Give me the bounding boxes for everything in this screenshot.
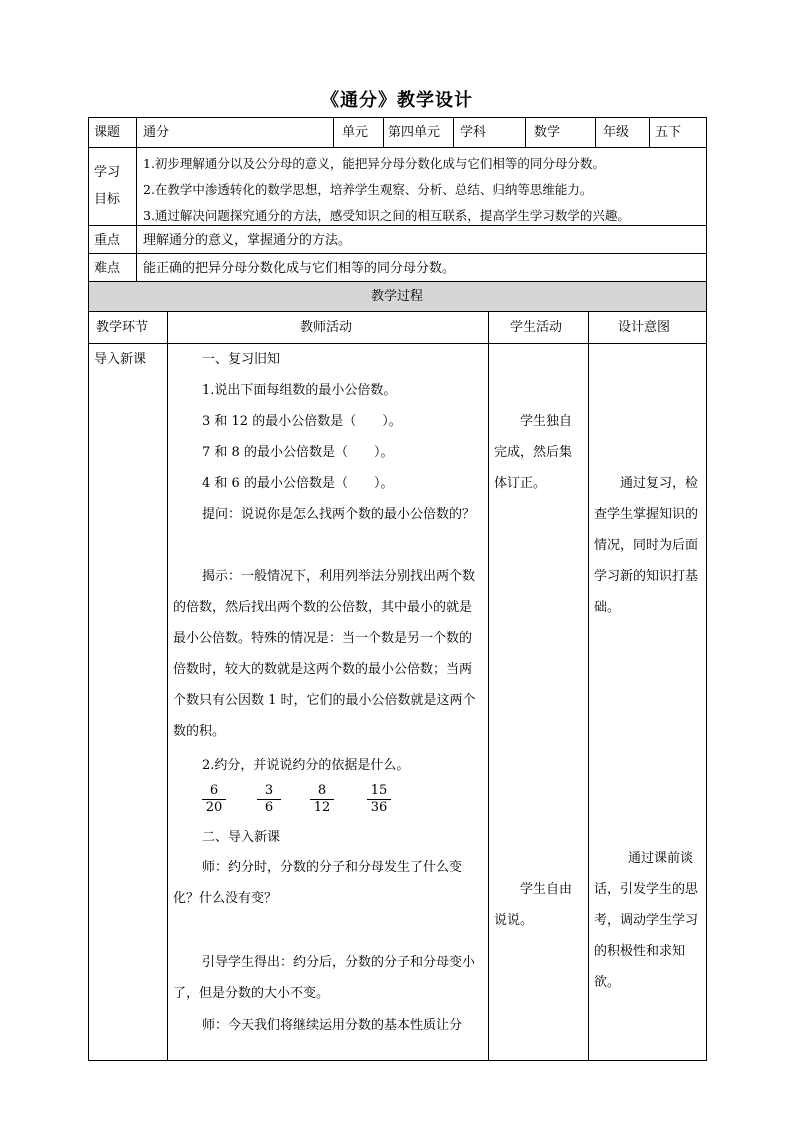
col-divider bbox=[383, 117, 384, 147]
fraction-denominator: 6 bbox=[264, 800, 274, 815]
subject-label: 课题 bbox=[94, 125, 121, 140]
row-divider bbox=[88, 281, 707, 282]
column-header-student: 学生活动 bbox=[510, 320, 563, 335]
review-heading: 一、复习旧知 bbox=[202, 352, 281, 367]
fraction bbox=[310, 783, 334, 816]
student-activity-1: 学生独自完成，然后集体订正。 bbox=[494, 414, 573, 491]
intro-heading: 二、导入新课 bbox=[202, 830, 281, 845]
fraction-numerator: 6 bbox=[202, 783, 226, 800]
stage-label: 导入新课 bbox=[94, 352, 147, 367]
objective-item: 3.通过解决问题探究通分的方法，感受知识之间的相互联系，提高学生学习数学的兴趣。 bbox=[143, 208, 630, 223]
col-divider bbox=[649, 117, 650, 147]
subject-value: 通分 bbox=[143, 125, 170, 140]
teacher-ask: 提问：说说你是怎么找两个数的最小公倍数的？ bbox=[202, 507, 476, 522]
fraction-denominator: 20 bbox=[205, 800, 223, 815]
fraction bbox=[367, 783, 391, 816]
row-divider bbox=[88, 225, 707, 226]
col-divider bbox=[167, 311, 168, 1061]
difficult-point-label: 难点 bbox=[94, 261, 121, 276]
question-1: 1.说出下面每组数的最小公倍数。 bbox=[202, 383, 397, 398]
column-header-teacher: 教师活动 bbox=[300, 320, 353, 335]
discipline-label: 学科 bbox=[460, 125, 487, 140]
col-divider bbox=[333, 117, 334, 147]
fraction-denominator: 36 bbox=[370, 800, 388, 815]
col-divider bbox=[488, 311, 489, 1061]
key-point-label: 重点 bbox=[94, 233, 121, 248]
question-1b: 7 和 8 的最小公倍数是（ ）。 bbox=[202, 445, 394, 460]
objective-item: 1.初步理解通分以及公分母的意义，能把异分母分数化成与它们相等的同分母分数。 bbox=[143, 156, 605, 171]
objectives-label-line1: 学习 bbox=[94, 165, 121, 180]
col-divider bbox=[525, 117, 526, 147]
student-activity-2: 学生自由说说。 bbox=[494, 882, 573, 928]
col-divider bbox=[136, 117, 137, 281]
col-divider bbox=[595, 117, 596, 147]
col-divider bbox=[453, 117, 454, 147]
objectives-label-line2: 目标 bbox=[94, 192, 121, 207]
question-1c: 4 和 6 的最小公倍数是（ ）。 bbox=[202, 476, 394, 491]
grade-value: 五下 bbox=[655, 125, 682, 140]
unit-value: 第四单元 bbox=[388, 125, 441, 140]
discipline-value: 数学 bbox=[534, 125, 561, 140]
fraction-numerator: 8 bbox=[310, 783, 334, 800]
question-2: 2.约分，并说说约分的依据是什么。 bbox=[202, 758, 410, 773]
process-heading: 教学过程 bbox=[370, 289, 423, 304]
row-divider bbox=[88, 343, 707, 344]
row-divider bbox=[88, 253, 707, 254]
objective-item: 2.在教学中渗透转化的数学思想，培养学生观察、分析、总结、归纳等思维能力。 bbox=[143, 182, 593, 197]
column-header-stage: 教学环节 bbox=[96, 320, 149, 335]
unit-label: 单元 bbox=[342, 125, 369, 140]
grade-label: 年级 bbox=[603, 125, 630, 140]
fraction-numerator: 3 bbox=[257, 783, 281, 800]
fraction bbox=[202, 783, 226, 816]
teacher-next: 师：今天我们将继续运用分数的基本性质让分 bbox=[202, 1018, 463, 1033]
fraction-denominator: 12 bbox=[313, 800, 331, 815]
document-title: 《通分》教学设计 bbox=[321, 90, 473, 111]
question-1a: 3 和 12 的最小公倍数是（ ）。 bbox=[202, 414, 402, 429]
teacher-reveal: 揭示：一般情况下，利用列举法分别找出两个数的倍数，然后找出两个数的公倍数，其中最小的就是最小公倍数。特殊的情况是：当一个数是另一个数的倍数时，较大的数就是这两个数的最小公倍数；当两个数只有公因数 1 时，它们的最小公倍数就是这两个数的积。 bbox=[173, 569, 476, 739]
row-divider bbox=[88, 311, 707, 312]
fraction bbox=[257, 783, 281, 816]
key-point-text: 理解通分的意义，掌握通分的方法。 bbox=[143, 233, 352, 248]
col-divider bbox=[588, 311, 589, 1061]
teacher-guide: 引导学生得出：约分后，分数的分子和分母变小了，但是分数的大小不变。 bbox=[173, 955, 476, 1001]
intent-2: 通过课前谈话，引发学生的思考，调动学生学习的积极性和求知欲。 bbox=[594, 851, 699, 990]
intent-1: 通过复习，检查学生掌握知识的情况，同时为后面学习新的知识打基础。 bbox=[594, 476, 699, 615]
difficult-point-text: 能正确的把异分母分数化成与它们相等的同分母分数。 bbox=[143, 261, 456, 276]
column-header-intent: 设计意图 bbox=[618, 320, 671, 335]
fraction-numerator: 15 bbox=[367, 783, 391, 800]
teacher-question: 师：约分时，分数的分子和分母发生了什么变化？什么没有变？ bbox=[173, 860, 463, 906]
